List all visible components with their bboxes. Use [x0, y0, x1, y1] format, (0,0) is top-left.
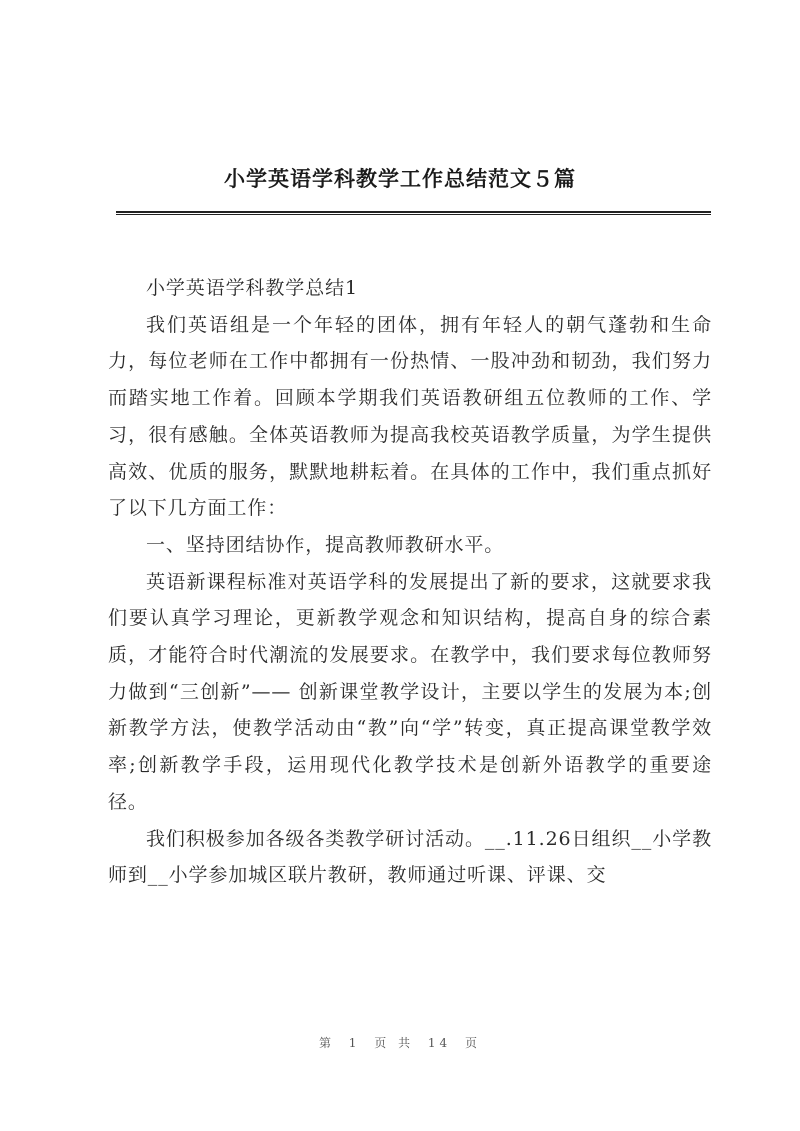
- footer-label-pages: 页: [465, 1036, 482, 1050]
- document-title: 小学英语学科教学工作总结范文５篇: [224, 167, 576, 191]
- title-underline-divider: [116, 211, 711, 215]
- section-heading: 小学英语学科教学总结1: [146, 277, 358, 299]
- footer-label-of: 页 共: [374, 1036, 415, 1050]
- body-paragraph: 我们英语组是一个年轻的团体，拥有年轻人的朝气蓬勃和生命力，每位老师在工作中都拥有一份热情、一股冲劲和韧劲，我们努力而踏实地工作着。回顾本学期我们英语教研组五位教师的工作、学习，很有感触。全体英语教师为提高我校英语教学质量，为学生提供高效、优质的服务，默默地耕耘着。在具体的工作中，我们重点抓好了以下几方面工作：: [108, 313, 712, 520]
- footer-total-pages: 14: [427, 1036, 452, 1050]
- body-paragraph: 英语新课程标准对英语学科的发展提出了新的要求，这就要求我们要认真学习理论，更新教学观念和知识结构，提高自身的综合素质，才能符合时代潮流的发展要求。在教学中，我们要求每位教师努力做到“三创新”—— 创新课堂教学设计，主要以学生的发展为本;创新教学方法，使教学活动由“教”向“学”转变，真正提高课堂教学效率;创新教学手段，运用现代化教学技术是创新外语教学的重要途径。: [108, 570, 712, 813]
- body-paragraph: 我们积极参加各级各类教学研讨活动。__.11.26日组织__小学教师到__小学参加城区联片教研，教师通过听课、评课、交: [108, 827, 712, 887]
- section-subheading: 一、坚持团结协作，提高教师教研水平。: [146, 533, 505, 556]
- footer-label-page: 第: [318, 1036, 335, 1050]
- document-body: [108, 270, 712, 894]
- footer-current-page: 1: [348, 1036, 361, 1050]
- page-footer: [0, 1034, 800, 1051]
